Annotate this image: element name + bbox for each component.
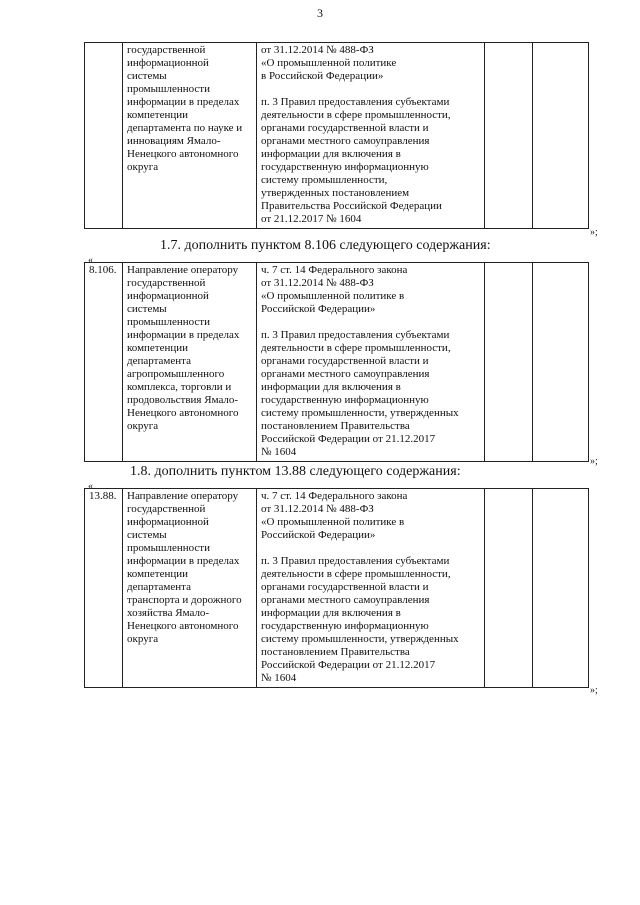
empty-cell: [485, 489, 533, 688]
empty-cell: [533, 263, 589, 462]
table-continuation: [84, 42, 589, 229]
closing-quote-mark: »;: [590, 456, 598, 467]
closing-quote-mark: »;: [590, 685, 598, 696]
row-number-cell: 13.88.: [85, 489, 123, 688]
empty-cell: [533, 43, 589, 229]
legal-basis-cell: ч. 7 ст. 14 Федерального закона от 31.12.2014 № 488-ФЗ «О промышленной политике в Российской Федерации» п. 3 Правил предоставления субъектами деятельности в сфере промышленности, органами государственной власти и органами местного самоуправления информации для включения в государственную информационную систему промышленности, утвержденных постановлением Правительства Российской Федерации от 21.12.2017 № 1604: [257, 489, 485, 688]
subject-cell: Направление оператору государственной информационной системы промышленности информации в пределах компетенции департамента транспорта и дорожного хозяйства Ямало- Ненецкого автономного округа: [123, 489, 257, 688]
empty-cell: [485, 263, 533, 462]
legal-basis-cell: от 31.12.2014 № 488-ФЗ «О промышленной политике в Российской Федерации» п. 3 Правил предоставления субъектами деятельности в сфере промышленности, органами государственной власти и органами местного самоуправления информации для включения в государственную информационную систему промышленности, утвержденных постановлением Правительства Российской Федерации от 21.12.2017 № 1604: [257, 43, 485, 229]
row-number-cell: 8.106.: [85, 263, 123, 462]
section-heading-1-8: 1.8. дополнить пунктом 13.88 следующего содержания:: [130, 464, 461, 479]
subject-cell: Направление оператору государственной информационной системы промышленности информации в пределах компетенции департамента агропромышленного комплекса, торговли и продовольствия Ямало- Ненецкого автономного округа: [123, 263, 257, 462]
page-number: 3: [317, 6, 323, 20]
opening-quote-mark: «: [88, 255, 93, 266]
table-row: [85, 43, 589, 229]
opening-quote-mark: «: [88, 481, 93, 492]
table-item-8-106: [84, 262, 589, 462]
table-row: [85, 263, 589, 462]
section-heading-1-7: 1.7. дополнить пунктом 8.106 следующего содержания:: [160, 238, 491, 253]
closing-quote-mark: »;: [590, 227, 598, 238]
table-item-13-88: [84, 488, 589, 688]
empty-cell: [485, 43, 533, 229]
legal-basis-cell: ч. 7 ст. 14 Федерального закона от 31.12.2014 № 488-ФЗ «О промышленной политике в Российской Федерации» п. 3 Правил предоставления субъектами деятельности в сфере промышленности, органами государственной власти и органами местного самоуправления информации для включения в государственную информационную систему промышленности, утвержденных постановлением Правительства Российской Федерации от 21.12.2017 № 1604: [257, 263, 485, 462]
subject-cell: государственной информационной системы промышленности информации в пределах компетенции департамента по науке и инновациям Ямало- Ненецкого автономного округа: [123, 43, 257, 229]
empty-cell: [533, 489, 589, 688]
row-number-cell: [85, 43, 123, 229]
table-row: [85, 489, 589, 688]
